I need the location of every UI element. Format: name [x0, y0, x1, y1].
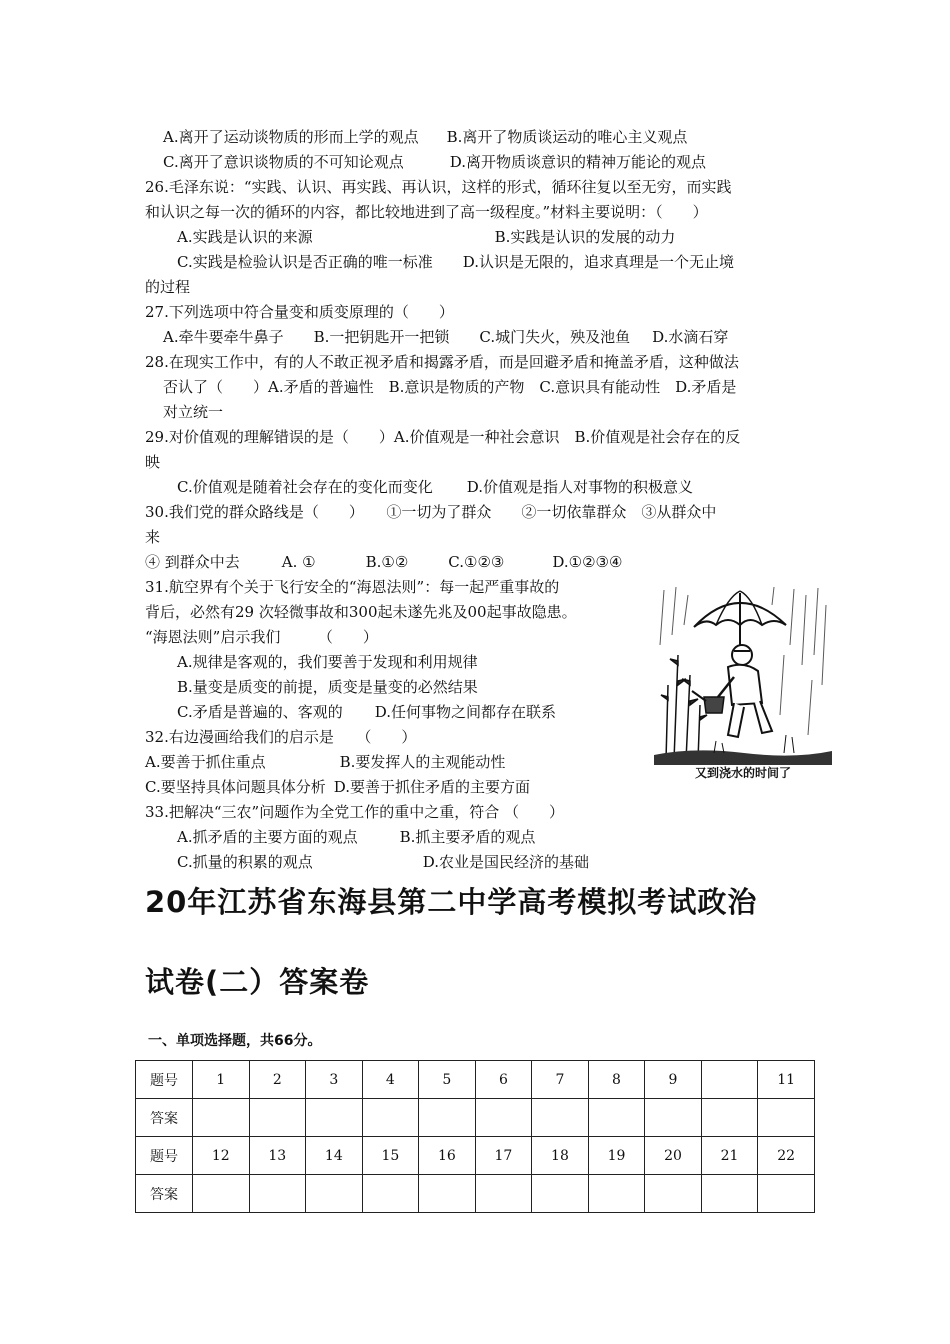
answer-cell[interactable]	[362, 1175, 419, 1213]
row-label: 答案	[136, 1099, 193, 1137]
option-text: C.要坚持具体问题具体分析	[145, 778, 326, 796]
q28-stem-1: 28.在现实工作中，有的人不敢正视矛盾和揭露矛盾，而是回避矛盾和掩盖矛盾，这种做法	[145, 353, 739, 371]
option-text: C.①②③	[448, 553, 505, 571]
answer-cell[interactable]	[532, 1099, 589, 1137]
option-text: A.牵牛要牵牛鼻子	[163, 328, 284, 346]
answer-cell[interactable]	[419, 1175, 476, 1213]
option-text: D.要善于抓住矛盾的主要方面	[333, 778, 530, 796]
question-number-cell	[701, 1061, 758, 1099]
q28-stem-2: 否认了（ ）A.矛盾的普遍性 B.意识是物质的产物 C.意识具有能动性 D.矛盾是	[163, 378, 737, 396]
option-text: D.①②③④	[552, 553, 623, 571]
row-label: 答案	[136, 1175, 193, 1213]
row-label: 题号	[136, 1061, 193, 1099]
q31-stem-3: “海恩法则”启示我们 （ ）	[145, 628, 378, 646]
q32-line-cd	[145, 777, 530, 797]
q31-line-cd	[177, 702, 556, 722]
q33-line-cd	[177, 852, 589, 872]
question-number-cell: 20	[645, 1137, 702, 1175]
q26-stem-1: 26.毛泽东说：“实践、认识、再实践、再认识，这样的形式，循环往复以至无穷，而实践	[145, 178, 732, 196]
question-number-cell: 17	[475, 1137, 532, 1175]
option-text: D.水滴石穿	[652, 328, 729, 346]
answer-cell[interactable]	[588, 1175, 645, 1213]
option-text: C.离开了意识谈物质的不可知论观点	[163, 153, 404, 171]
answer-cell[interactable]	[419, 1099, 476, 1137]
q27-stem: 27.下列选项中符合量变和质变原理的（ ）	[145, 303, 454, 321]
option-text: B.①②	[365, 553, 409, 571]
q25-line-cd	[163, 152, 706, 172]
question-number-cell: 8	[588, 1061, 645, 1099]
question-number-cell: 1	[193, 1061, 250, 1099]
answer-cell[interactable]	[588, 1099, 645, 1137]
option-text: C.实践是检验认识是否正确的唯一标准	[177, 253, 433, 271]
option-text: A.离开了运动谈物质的形而上学的观点	[163, 128, 419, 146]
answer-cell[interactable]	[475, 1175, 532, 1213]
option-text: B.要发挥人的主观能动性	[339, 753, 506, 771]
answer-cell[interactable]	[193, 1099, 250, 1137]
q31-stem-1: 31.航空界有个关于飞行安全的“海恩法则”：每一起严重事故的	[145, 578, 560, 596]
option-text: A. ①	[281, 553, 316, 571]
option-text: B.一把钥匙开一把锁	[313, 328, 450, 346]
question-number-cell: 19	[588, 1137, 645, 1175]
answer-cell[interactable]	[532, 1175, 589, 1213]
answer-cell[interactable]	[701, 1099, 758, 1137]
q30-stem-2: 来	[145, 528, 161, 546]
q26-stem-2: 和认识之每一次的循环的内容，都比较地进到了高一级程度。”材料主要说明：（ ）	[145, 203, 708, 221]
question-number-cell: 6	[475, 1061, 532, 1099]
question-number-cell: 12	[193, 1137, 250, 1175]
question-number-cell: 14	[306, 1137, 363, 1175]
option-text: C.价值观是随着社会存在的变化而变化	[177, 478, 433, 496]
answer-cell[interactable]	[475, 1099, 532, 1137]
q26-line-cd	[177, 252, 734, 272]
answer-cell[interactable]	[306, 1099, 363, 1137]
option-text: D.离开物质谈意识的精神万能论的观点	[449, 153, 706, 171]
option-text: D.价值观是指人对事物的积极意义	[466, 478, 693, 496]
question-number-cell: 18	[532, 1137, 589, 1175]
q29-line-cont: 映	[145, 453, 161, 471]
question-number-cell: 22	[758, 1137, 815, 1175]
question-number-cell: 5	[419, 1061, 476, 1099]
q30-options	[145, 552, 622, 572]
table-row	[136, 1061, 815, 1099]
answer-sheet-title-line1: 20年江苏省东海县第二中学高考模拟考试政治	[145, 885, 758, 919]
cartoon-drawing	[654, 585, 832, 765]
q32-stem: 32.右边漫画给我们的启示是 （ ）	[145, 728, 417, 746]
question-number-cell: 13	[249, 1137, 306, 1175]
answer-cell[interactable]	[306, 1175, 363, 1213]
answer-cell[interactable]	[249, 1099, 306, 1137]
q31-option-b: B.量变是质变的前提，质变是量变的必然结果	[177, 678, 478, 696]
answer-cell[interactable]	[758, 1175, 815, 1213]
question-number-cell: 9	[645, 1061, 702, 1099]
option-text: D.任何事物之间都存在联系	[374, 703, 556, 721]
table-row	[136, 1099, 815, 1137]
option-text: ④ 到群众中去	[145, 553, 240, 571]
question-number-cell: 4	[362, 1061, 419, 1099]
q33-line-ab	[177, 827, 535, 847]
answer-table	[135, 1060, 815, 1213]
q28-line-cont: 对立统一	[163, 403, 224, 421]
table-row	[136, 1175, 815, 1213]
q25-line-ab	[163, 127, 687, 147]
q32-line-ab	[145, 752, 505, 772]
question-number-cell: 11	[758, 1061, 815, 1099]
q30-stem-1: 30.我们党的群众路线是（ ） ①一切为了群众 ②一切依靠群众 ③从群众中	[145, 503, 717, 521]
option-text: A.抓矛盾的主要方面的观点	[177, 828, 358, 846]
option-text: C.城门失火，殃及池鱼	[479, 328, 631, 346]
option-text: B.离开了物质谈运动的唯心主义观点	[446, 128, 688, 146]
q33-stem: 33.把解决“三农”问题作为全党工作的重中之重，符合 （ ）	[145, 803, 564, 821]
q29-stem-1: 29.对价值观的理解错误的是（ ）A.价值观是一种社会意识 B.价值观是社会存在的反	[145, 428, 741, 446]
cartoon-illustration	[654, 585, 832, 785]
question-number-cell: 2	[249, 1061, 306, 1099]
question-number-cell: 21	[701, 1137, 758, 1175]
cartoon-caption: 又到浇水的时间了	[694, 766, 791, 780]
table-row	[136, 1137, 815, 1175]
answer-cell[interactable]	[362, 1099, 419, 1137]
q26-line-ab	[177, 227, 675, 247]
answer-sheet-title-line2: 试卷(二）答案卷	[145, 965, 370, 999]
q26-line-cont: 的过程	[145, 278, 191, 296]
q29-line-cd	[177, 477, 693, 497]
answer-cell[interactable]	[193, 1175, 250, 1213]
answer-cell[interactable]	[701, 1175, 758, 1213]
option-text: D.认识是无限的，追求真理是一个无止境	[462, 253, 734, 271]
q31-stem-2: 背后，必然有29 次轻微事故和300起未遂先兆及00起事故隐患。	[145, 603, 577, 621]
option-text: B.抓主要矛盾的观点	[399, 828, 536, 846]
section-title: 一、单项选择题，共66分。	[148, 1033, 322, 1049]
answer-cell[interactable]	[758, 1099, 815, 1137]
option-text: A.要善于抓住重点	[145, 753, 266, 771]
q27-options	[163, 327, 728, 347]
option-text: A.实践是认识的来源	[177, 228, 313, 246]
row-label: 题号	[136, 1137, 193, 1175]
option-text: C.抓量的积累的观点	[177, 853, 313, 871]
answer-cell[interactable]	[645, 1175, 702, 1213]
option-text: B.实践是认识的发展的动力	[494, 228, 676, 246]
option-text: D.农业是国民经济的基础	[422, 853, 589, 871]
question-number-cell: 15	[362, 1137, 419, 1175]
q31-option-a: A.规律是客观的，我们要善于发现和利用规律	[177, 653, 478, 671]
answer-cell[interactable]	[249, 1175, 306, 1213]
question-number-cell: 7	[532, 1061, 589, 1099]
question-number-cell: 16	[419, 1137, 476, 1175]
option-text: C.矛盾是普遍的、客观的	[177, 703, 343, 721]
answer-cell[interactable]	[645, 1099, 702, 1137]
question-number-cell: 3	[306, 1061, 363, 1099]
